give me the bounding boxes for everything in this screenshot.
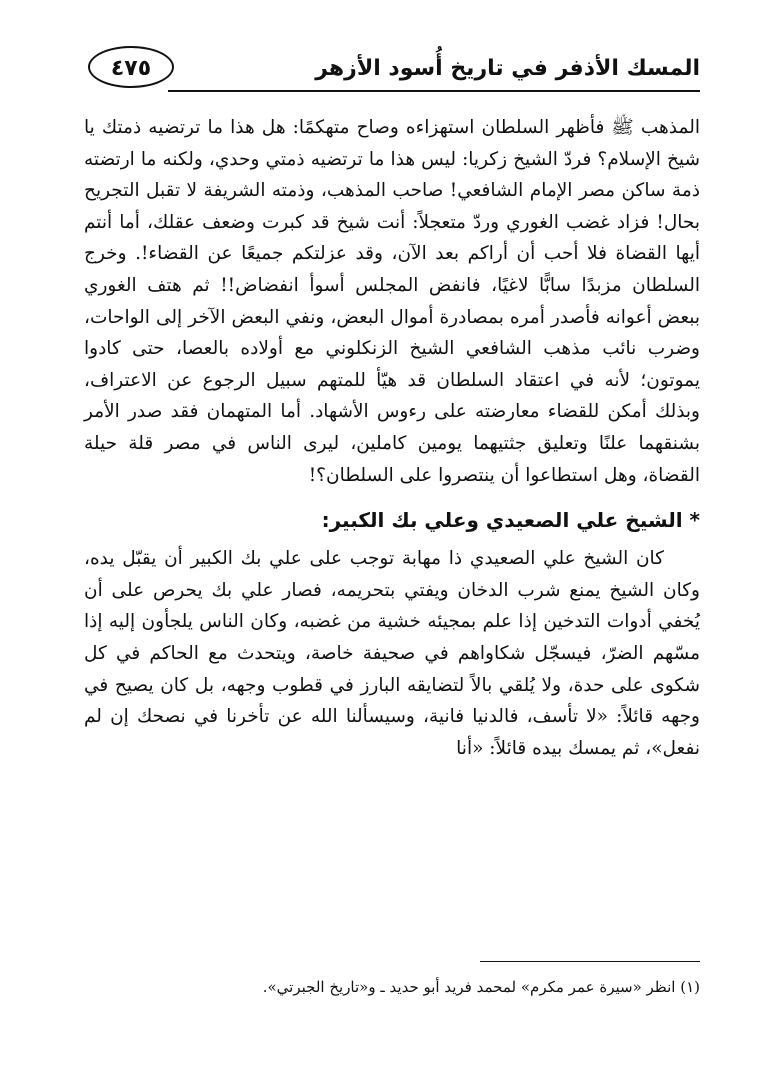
- section-paragraph: كان الشيخ علي الصعيدي ذا مهابة توجب على علي بك الكبير أن يقبّل يده، وكان الشيخ يمنع شرب الدخان ويفتي بتحريمه، فصار علي بك يحرص على أن يُخفي أدوات التدخين إذا علم بمجيئه خشية من غضبه، وكان الناس يلجأون إليه إذا مسّهم الضرّ، فيسجّل شكاواهم في صحيفة خاصة، ويتحدث مع الحاكم في كل شكوى على حدة، ولا يُلقي بالاً لتضايقه البارز في قطوب وجهه، بل كان يصيح في وجهه قائلاً: «لا تأسف، فالدنيا فانية، وسيسألنا الله عن تأخرنا في نصحك إن لم نفعل»، ثم يمسك بيده قائلاً: «أنا: [84, 548, 700, 759]
- footnote: (١) انظر «سيرة عمر مكرم» لمحمد فريد أبو حديد ـ و«تاريخ الجبرتي».: [262, 978, 700, 996]
- page-number: ٤٧٥: [88, 46, 174, 88]
- main-text: [84, 112, 700, 764]
- running-header: [84, 44, 700, 96]
- section-heading: * الشيخ علي الصعيدي وعلي بك الكبير:: [321, 508, 700, 533]
- header-rule: [168, 90, 700, 92]
- footnote-separator: [480, 961, 700, 962]
- book-title: المسك الأذفر في تاريخ أُسود الأزهر: [315, 56, 700, 81]
- body-paragraph: المذهب ﷺ فأظهر السلطان استهزاءه وصاح متهكمًا: هل هذا ما ترتضيه ذمتك يا شيخ الإسلام؟ فردّ الشيخ زكريا: ليس هذا ما ترتضيه ذمتي وحدي، ولكنه ما ارتضته ذمة ساكن مصر الإمام الشافعي! صاحب المذهب، وذمته الشريفة لا تقبل التجريح بحال! فزاد غضب الغوري وردّ متعجلاً: أنت شيخ قد كبرت وضعف عقلك، أما أنتم أيها القضاة فلا أحب أن أراكم بعد الآن، وقد عزلتكم جميعًا عن القضاء!. وخرج السلطان مزبدًا سابًّا لاغيًا، فانفض المجلس أسوأ انفضاض!! ثم هتف الغوري ببعض أعوانه فأصدر أمره بمصادرة أموال البعض، ونفي البعض الآخر إلى الواحات، وضرب نائب مذهب الشافعي الشيخ الزنكلوني مع أولاده بالعصا، حتى كادوا يموتون؛ لأنه في اعتقاد السلطان قد هيّأ للمتهم سبيل الرجوع عن الاعتراف، وبذلك أمكن للقضاء معارضته على رءوس الأشهاد. أما المتهمان فقد صدر الأمر بشنقهما علنًا وتعليق جثتيهما يومين كاملين، ليرى الناس في مصر قلة حيلة القضاة، وهل استطاعوا أن ينتصروا على السلطان؟!: [84, 117, 700, 486]
